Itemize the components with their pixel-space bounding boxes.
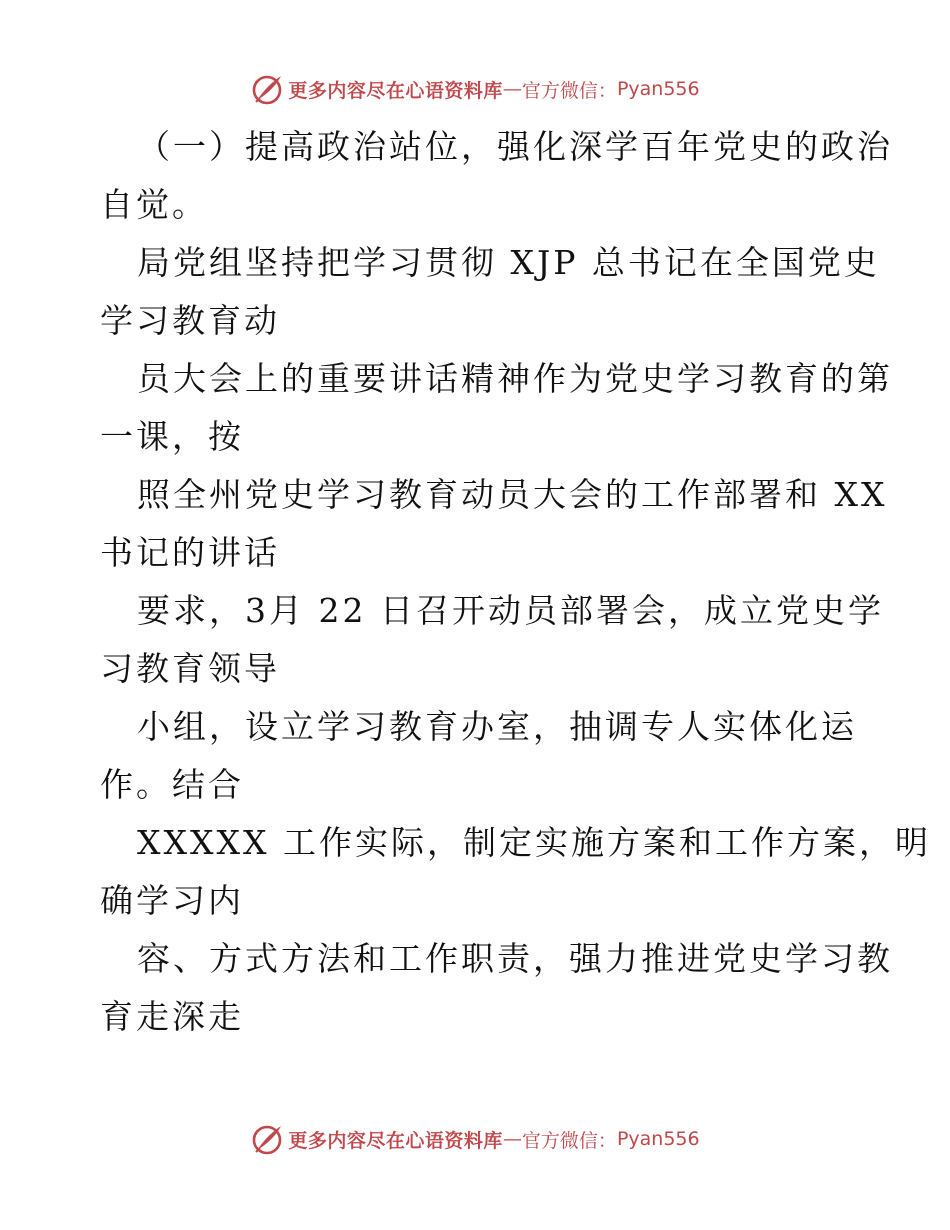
site-name: 更多内容尽在心语资料库 bbox=[288, 79, 503, 102]
paragraph-line: 育走深走 bbox=[100, 997, 244, 1036]
wechat-label: 官方微信： bbox=[521, 79, 617, 102]
site-name: 更多内容尽在心语资料库 bbox=[288, 1129, 503, 1152]
paragraph-line: （一）提高政治站位，强化深学百年党史的政治 bbox=[137, 127, 893, 166]
paragraph-line: 自觉。 bbox=[100, 185, 208, 224]
quill-logo-icon bbox=[250, 1122, 284, 1156]
paragraph-line: 作。结合 bbox=[100, 765, 244, 804]
paragraph-line: 确学习内 bbox=[100, 881, 244, 920]
header-watermark bbox=[0, 72, 950, 106]
document-body bbox=[100, 118, 931, 1046]
wechat-label: 官方微信： bbox=[521, 1129, 617, 1152]
paragraph-line: 容、方式方法和工作职责，强力推进党史学习教 bbox=[137, 939, 893, 978]
wechat-id: Pyan556 bbox=[616, 78, 700, 100]
footer-watermark bbox=[0, 1122, 950, 1156]
paragraph-line: 小组，设立学习教育办室，抽调专人实体化运 bbox=[137, 707, 857, 746]
banner-separator: — bbox=[502, 78, 522, 100]
banner-separator: — bbox=[502, 1128, 522, 1150]
paragraph-line: 学习教育动 bbox=[100, 301, 280, 340]
paragraph-line: XXXXX 工作实际，制定实施方案和工作方案，明 bbox=[137, 823, 931, 862]
paragraph-line: 照全州党史学习教育动员大会的工作部署和 XX bbox=[137, 475, 888, 514]
quill-logo-icon bbox=[250, 72, 284, 106]
paragraph-line: 习教育领导 bbox=[100, 649, 280, 688]
paragraph-line: 员大会上的重要讲话精神作为党史学习教育的第 bbox=[137, 359, 893, 398]
paragraph-line: 书记的讲话 bbox=[100, 533, 280, 572]
paragraph-line: 一课，按 bbox=[100, 417, 244, 456]
paragraph-line: 局党组坚持把学习贯彻 XJP 总书记在全国党史 bbox=[137, 243, 880, 282]
wechat-id: Pyan556 bbox=[616, 1128, 700, 1150]
paragraph-line: 要求，3月 22 日召开动员部署会，成立党史学 bbox=[137, 591, 884, 630]
